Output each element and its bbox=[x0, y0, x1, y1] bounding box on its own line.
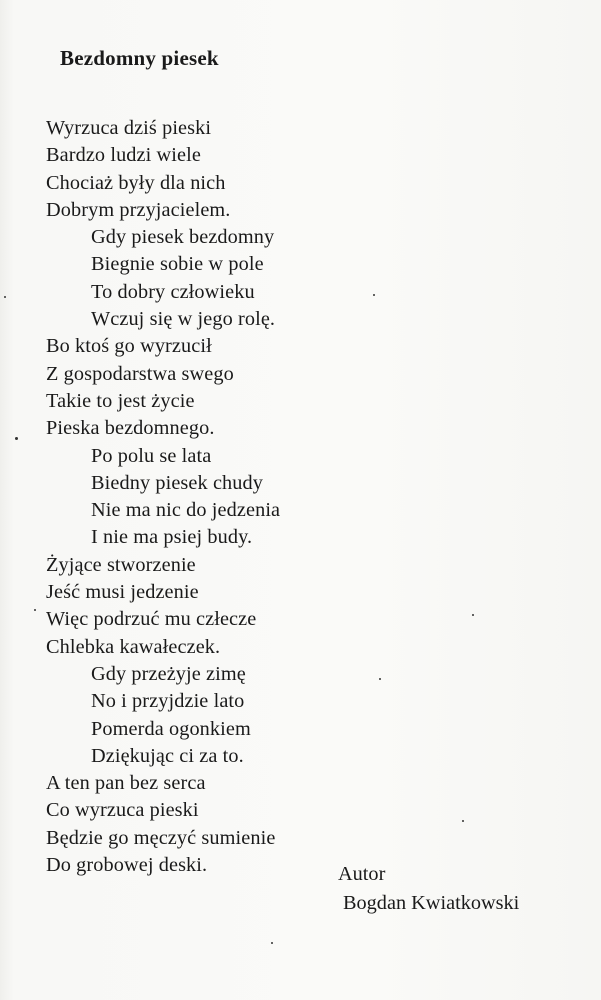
stanza-6 bbox=[46, 661, 566, 770]
stanza-5 bbox=[46, 552, 566, 661]
poem-line: I nie ma psiej budy. bbox=[91, 526, 253, 549]
scan-speck bbox=[15, 437, 18, 440]
poem-line: To dobry człowieku bbox=[91, 280, 255, 303]
poem-line: Takie to jest życie bbox=[46, 389, 195, 412]
poem-line: Wyrzuca dziś pieski bbox=[46, 117, 212, 139]
poem-line: Żyjące stworzenie bbox=[46, 553, 196, 576]
poem-line: Biedny piesek chudy bbox=[91, 471, 264, 494]
scan-speck bbox=[34, 609, 36, 611]
scan-speck bbox=[373, 294, 375, 296]
scan-speck bbox=[4, 296, 6, 298]
poem-line: Po polu se lata bbox=[91, 444, 212, 467]
poem-line: No i przyjdzie lato bbox=[91, 690, 245, 713]
signature-block bbox=[338, 860, 519, 918]
poem-line: Dziękując ci za to. bbox=[91, 744, 244, 767]
poem-line: A ten pan bez serca bbox=[46, 772, 206, 795]
poem-line: Z gospodarstwa swego bbox=[46, 362, 234, 385]
poem-line: Chlebka kawałeczek. bbox=[46, 635, 221, 658]
stanza-2 bbox=[46, 224, 566, 333]
poem-line: Biegnie sobie w pole bbox=[91, 253, 264, 276]
poem-line: Chociaż były dla nich bbox=[46, 171, 226, 194]
poem-line: Co wyrzuca pieski bbox=[46, 799, 199, 822]
poem-title: Bezdomny piesek bbox=[60, 46, 219, 70]
stanza-4 bbox=[46, 443, 566, 552]
signature-label: Autor bbox=[338, 863, 386, 885]
poem-line: Do grobowej deski. bbox=[46, 854, 208, 877]
scan-speck bbox=[379, 678, 381, 680]
poem-line: Nie ma nic do jedzenia bbox=[91, 499, 281, 522]
poem-line: Wczuj się w jego rolę. bbox=[91, 308, 276, 331]
poem-line: Gdy piesek bezdomny bbox=[91, 226, 275, 249]
poem-line: Bardzo ludzi wiele bbox=[46, 144, 201, 167]
poem-line: Pieska bezdomnego. bbox=[46, 417, 215, 440]
poem-body bbox=[46, 115, 566, 879]
poem-line: Będzie go męczyć sumienie bbox=[46, 826, 276, 849]
author-name: Bogdan Kwiatkowski bbox=[343, 892, 520, 914]
scan-speck bbox=[462, 820, 464, 822]
poem-line: Pomerda ogonkiem bbox=[91, 717, 251, 740]
stanza-1 bbox=[46, 115, 566, 224]
poem-line: Jeść musi jedzenie bbox=[46, 581, 199, 604]
scan-speck bbox=[271, 942, 273, 944]
poem-line: Więc podrzuć mu człecze bbox=[46, 608, 257, 631]
poem-line: Dobrym przyjacielem. bbox=[46, 198, 231, 221]
scan-speck bbox=[472, 614, 474, 616]
stanza-3 bbox=[46, 333, 566, 442]
poem-line: Bo ktoś go wyrzucił bbox=[46, 335, 212, 358]
poem-line: Gdy przeżyje zimę bbox=[91, 662, 246, 685]
